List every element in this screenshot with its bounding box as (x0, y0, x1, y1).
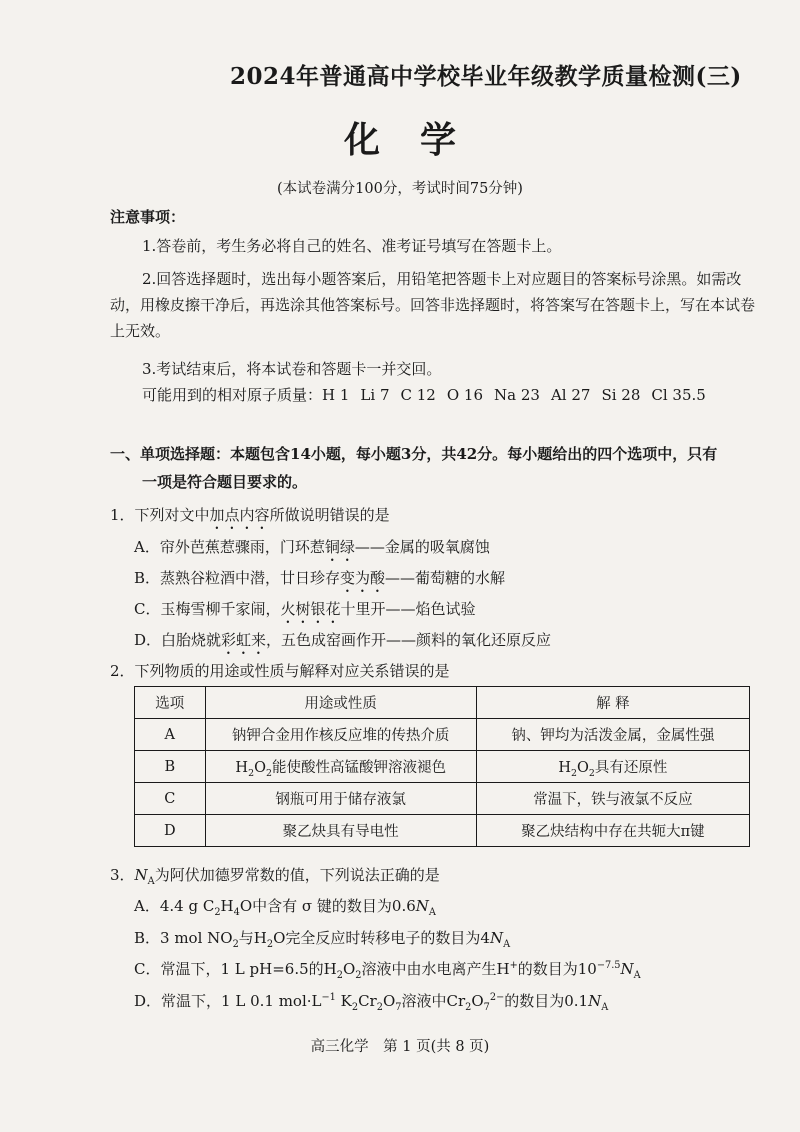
option-text: 与H (238, 929, 267, 947)
option-text: B．3 mol NO (134, 929, 233, 947)
q3-stem (110, 864, 440, 885)
q3-stem-text: 为阿伏加德罗常数的值，下列说法正确的是 (154, 866, 440, 884)
table-cell (476, 751, 749, 783)
subscript: 4 (233, 907, 240, 918)
option-text: A．4.4 g C (134, 897, 215, 915)
subscript: 2 (248, 767, 255, 779)
table-row (135, 719, 750, 751)
table-cell: 聚乙炔具有导电性 (205, 815, 476, 847)
option-text: K (335, 992, 352, 1010)
table-cell: 聚乙炔结构中存在共轭大π键 (476, 815, 749, 847)
subscript: 2 (214, 907, 221, 918)
subscript: A (633, 970, 641, 981)
option-dotted-text: 火树银花 (280, 600, 341, 618)
table-cell: B (135, 751, 206, 783)
option-dotted-text: 铜绿 (324, 538, 355, 556)
section-heading-line1: 一、单项选择题：本题包含14小题，每小题3分，共42分。每小题给出的四个选项中，只有 (110, 445, 718, 463)
q2-stem: 2．下列物质的用途或性质与解释对应关系错误的是 (110, 662, 450, 680)
table-cell: 钢瓶可用于储存液氯 (205, 783, 476, 815)
atomic-mass-item: Na 23 (494, 386, 540, 404)
option-text: 溶液中由水电离产生H (361, 960, 510, 978)
section-heading-line2: 一项是符合题目要求的。 (142, 473, 308, 491)
option-text: 的数目为10 (517, 960, 597, 978)
option-text: A．帘外芭蕉惹骤雨，门环惹 (134, 538, 325, 556)
subscript: 7 (483, 1002, 490, 1013)
atomic-mass-item: Al 27 (550, 386, 591, 404)
q1-stem-text: 1．下列对文中 (110, 506, 210, 524)
atomic-mass-item: Li 7 (360, 386, 390, 404)
q3-option-c (134, 958, 641, 979)
formula-text: O (254, 760, 266, 776)
avogadro-symbol: N (134, 866, 148, 884)
q2-table (134, 686, 750, 847)
atomic-mass-item: C 12 (400, 386, 436, 404)
subscript: 2 (465, 1002, 472, 1013)
formula-text: H (558, 760, 572, 776)
table-cell: 钠、钾均为活泼金属，金属性强 (476, 719, 749, 751)
avogadro-symbol: N (588, 992, 602, 1010)
atomic-mass-item: H 1 (322, 386, 350, 404)
notice-item-1: 1.答卷前，考生务必将自己的姓名、准考证号填写在答题卡上。 (142, 237, 562, 255)
option-text: 的数目为0.1 (504, 992, 589, 1010)
atomic-mass-item: O 16 (446, 386, 483, 404)
table-cell: C (135, 783, 206, 815)
option-text: O (382, 992, 396, 1010)
exam-info: (本试卷满分100分，考试时间75分钟) (277, 181, 523, 197)
q1-stem-text: 所做说明错误的是 (269, 506, 390, 524)
option-text: B．蒸熟谷粒酒中潜，廿日珍存 (134, 569, 341, 587)
notice-item-2: 2.回答选择题时，选出每小题答案后，用铅笔把答题卡上对应题目的答案标号涂黑。如需改动，用橡皮擦干净后，再选涂其他答案标号。回答非选择题时，将答案写在答题卡上，写在本试卷上无效。 (110, 270, 756, 340)
table-header: 解 释 (476, 687, 749, 719)
option-text: ——金属的吸氧腐蚀 (354, 538, 490, 556)
superscript: −1 (321, 992, 336, 1003)
option-text: C．玉梅雪柳千家闹， (134, 600, 281, 618)
table-row (135, 815, 750, 847)
subscript: 7 (395, 1002, 402, 1013)
option-text: O完全反应时转移电子的数目为4 (273, 929, 490, 947)
option-text: ——葡萄糖的水解 (385, 569, 506, 587)
cell-text: 具有还原性 (594, 760, 668, 776)
table-cell (205, 751, 476, 783)
table-cell: A (135, 719, 206, 751)
table-header: 选项 (135, 687, 206, 719)
q3-option-a (134, 895, 436, 916)
option-text: D．常温下，1 L 0.1 mol·L (134, 992, 322, 1010)
q1-option-c (134, 598, 476, 627)
subscript: 2 (376, 1002, 383, 1013)
q1-stem (110, 504, 390, 533)
subscript: 2 (265, 767, 272, 779)
table-cell: 钠钾合金用作核反应堆的传热介质 (205, 719, 476, 751)
option-text: O中含有 σ 键的数目为0.6 (239, 897, 416, 915)
subscript: 2 (588, 767, 595, 779)
atomic-mass-item: Si 28 (601, 386, 641, 404)
subscript: A (503, 939, 511, 950)
q1-option-a (134, 536, 490, 565)
subscript: 2 (571, 767, 578, 779)
atomic-mass-item: Cl 35.5 (651, 386, 706, 404)
option-text: C．常温下，1 L pH=6.5的H (134, 960, 337, 978)
subscript: A (147, 876, 155, 887)
q3-number: 3． (110, 866, 135, 884)
atomic-mass-label: 可能用到的相对原子质量： (142, 386, 323, 404)
subscript: 2 (351, 1002, 359, 1013)
option-text: 十里开——焰色试验 (340, 600, 476, 618)
avogadro-symbol: N (489, 929, 504, 947)
table-header-row (135, 687, 750, 719)
avogadro-symbol: N (620, 960, 634, 978)
exam-title: 2024年普通高中学校毕业年级教学质量检测(三) (230, 63, 742, 90)
option-text: ，五色成窑画作开——颜料的氧化还原反应 (266, 631, 552, 649)
subscript: 2 (266, 939, 274, 950)
superscript: −7.5 (596, 960, 621, 971)
formula-text: H (235, 760, 249, 776)
option-text: Cr (358, 992, 377, 1010)
subscript: 2 (355, 970, 362, 981)
option-text: O (342, 960, 356, 978)
table-cell: D (135, 815, 206, 847)
formula-text: O (577, 760, 589, 776)
option-text: H (220, 897, 234, 915)
q1-stem-dotted: 加点内容 (209, 506, 270, 524)
q3-option-d (134, 990, 608, 1011)
notice-item-3: 3.考试结束后，将本试卷和答题卡一并交回。 (142, 360, 442, 378)
option-dotted-text: 变为酸 (340, 569, 386, 587)
page-footer: 高三化学 第 1 页(共 8 页) (310, 1039, 490, 1055)
q1-option-d (134, 629, 551, 658)
option-text: O (471, 992, 484, 1010)
option-text: D．白胎烧就 (134, 631, 222, 649)
subscript: 2 (336, 970, 343, 981)
superscript: + (509, 960, 518, 971)
table-row (135, 751, 750, 783)
section-heading (110, 440, 758, 496)
q1-option-b (134, 567, 505, 596)
avogadro-symbol: N (415, 897, 429, 915)
table-header: 用途或性质 (205, 687, 476, 719)
subscript: A (428, 907, 436, 918)
superscript: 2− (489, 992, 505, 1003)
atomic-mass-line (142, 382, 717, 408)
q3-option-b (134, 927, 510, 948)
option-dotted-text: 彩虹来 (221, 631, 267, 649)
option-text: 溶液中Cr (401, 992, 466, 1010)
subscript: A (601, 1002, 609, 1013)
table-row (135, 783, 750, 815)
table-cell: 常温下，铁与液氯不反应 (476, 783, 749, 815)
cell-text: 能使酸性高锰酸钾溶液褪色 (271, 760, 446, 776)
subject-title: 化学 (343, 119, 496, 161)
subscript: 2 (232, 939, 239, 950)
notice-heading: 注意事项： (110, 208, 186, 226)
